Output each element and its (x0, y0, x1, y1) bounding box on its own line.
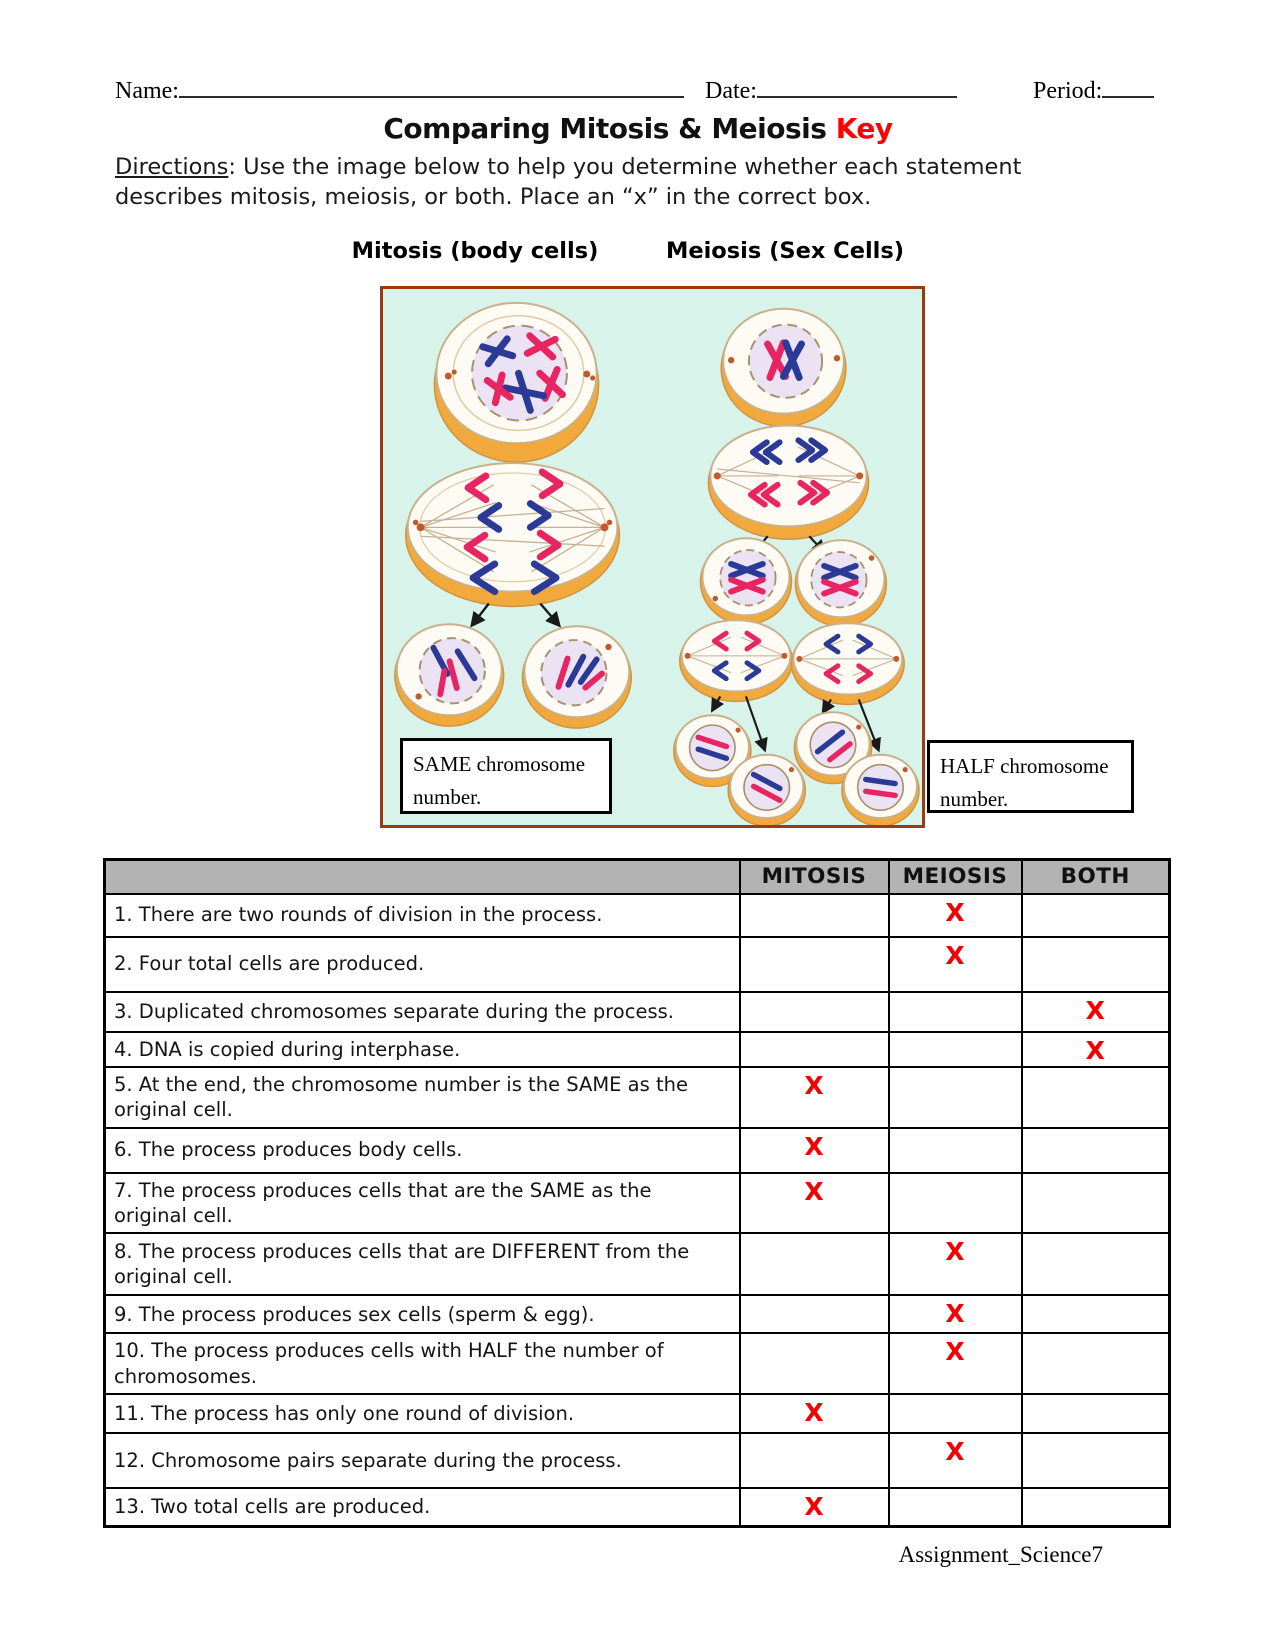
statement-cell: 9. The process produces sex cells (sperm & egg). (105, 1295, 740, 1333)
table-row (105, 1433, 1170, 1488)
meiosis1-daughter-cell-left (700, 538, 791, 624)
period-field-row (1033, 72, 1154, 105)
meiosis-answer-cell (889, 1333, 1022, 1394)
statement-cell: 11. The process has only one round of division. (105, 1394, 740, 1433)
meiosis-answer-cell (889, 894, 1022, 937)
meiosis-answer-cell (889, 1295, 1022, 1333)
meiosis-answer-cell (889, 937, 1022, 992)
mitosis-answer-cell (740, 1333, 889, 1394)
mitosis-answer-cell (740, 1173, 889, 1234)
x-mark: X (945, 1337, 965, 1367)
table-header-row (105, 860, 1170, 894)
period-label: Period: (1033, 78, 1103, 104)
both-answer-cell (1022, 1128, 1170, 1173)
x-mark: X (945, 897, 965, 927)
x-mark: X (804, 1397, 824, 1427)
both-answer-cell (1022, 937, 1170, 992)
date-label: Date: (705, 78, 757, 104)
meiosis-column-header: MEIOSIS (889, 860, 1022, 894)
x-mark: X (804, 1070, 824, 1100)
mitosis-answer-cell (740, 1233, 889, 1295)
both-answer-cell (1022, 992, 1170, 1032)
meiosis-answer-cell (889, 1128, 1022, 1173)
mitosis-answer-cell (740, 937, 889, 992)
x-mark: X (945, 1299, 965, 1329)
name-label: Name: (115, 78, 179, 104)
table-row (105, 992, 1170, 1032)
x-mark: X (804, 1176, 824, 1206)
both-answer-cell (1022, 1295, 1170, 1333)
statement-cell: 4. DNA is copied during interphase. (105, 1032, 740, 1067)
both-answer-cell (1022, 1433, 1170, 1488)
meiosis-answer-cell (889, 992, 1022, 1032)
statement-cell: 8. The process produces cells that are DIFFERENT from the original cell. (105, 1233, 740, 1295)
table-row (105, 894, 1170, 937)
table-row (105, 1295, 1170, 1333)
both-answer-cell (1022, 1067, 1170, 1128)
table-row (105, 937, 1170, 992)
statement-cell: 7. The process produces cells that are the SAME as the original cell. (105, 1173, 740, 1234)
both-answer-cell (1022, 1032, 1170, 1067)
mitosis-column-label: Mitosis (body cells) (351, 238, 599, 264)
meiosis-prophase-cell (721, 309, 846, 427)
gamete-cell-4 (842, 755, 919, 825)
x-mark: X (804, 1131, 824, 1161)
statement-cell: 12. Chromosome pairs separate during the process. (105, 1433, 740, 1488)
answers-table (103, 858, 1171, 1528)
statement-cell: 10. The process produces cells with HALF the number of chromosomes. (105, 1333, 740, 1394)
meiosis-answer-cell (889, 1032, 1022, 1067)
both-answer-cell (1022, 1173, 1170, 1234)
x-mark: X (945, 1436, 965, 1466)
table-row (105, 1233, 1170, 1295)
footer-text: Assignment_Science7 (898, 1542, 1103, 1567)
meiosis-answer-cell (889, 1067, 1022, 1128)
statement-cell: 3. Duplicated chromosomes separate during the process. (105, 992, 740, 1032)
statement-cell: 1. There are two rounds of division in the process. (105, 894, 740, 937)
page-title-main: Comparing Mitosis & Meiosis (383, 112, 836, 145)
statement-cell: 13. Two total cells are produced. (105, 1488, 740, 1527)
x-mark: X (1085, 1035, 1105, 1065)
directions-text (115, 153, 1105, 212)
mitosis-prophase-cell (434, 303, 598, 462)
both-answer-cell (1022, 1233, 1170, 1295)
date-blank-line (757, 72, 957, 98)
mitosis-answer-cell (740, 1128, 889, 1173)
page-title (118, 112, 1158, 145)
both-column-header: BOTH (1022, 860, 1170, 894)
date-field-row (705, 72, 957, 105)
table-row (105, 1128, 1170, 1173)
table-row (105, 1488, 1170, 1527)
x-mark: X (1085, 995, 1105, 1025)
mitosis-answer-cell (740, 1067, 889, 1128)
name-field-row (115, 72, 684, 105)
both-answer-cell (1022, 1488, 1170, 1527)
statement-cell: 5. At the end, the chromosome number is the SAME as the original cell. (105, 1067, 740, 1128)
half-chromosome-note: HALF chromosome number. (927, 740, 1134, 813)
meiosis-answer-cell (889, 1173, 1022, 1234)
mitosis-column-header: MITOSIS (740, 860, 889, 894)
mitosis-answer-cell (740, 1394, 889, 1433)
mitosis-answer-cell (740, 992, 889, 1032)
meiosis-answer-cell (889, 1233, 1022, 1295)
meiosis1-anaphase-cell (708, 425, 868, 539)
answers-table-body (105, 894, 1170, 1527)
mitosis-answer-cell (740, 1488, 889, 1527)
mitosis-answer-cell (740, 894, 889, 937)
both-answer-cell (1022, 1394, 1170, 1433)
mitosis-daughter-cell-left (395, 624, 504, 726)
mitosis-anaphase-cell (406, 463, 620, 606)
directions-label: Directions (115, 154, 229, 180)
table-row (105, 1394, 1170, 1433)
statement-column-header (105, 860, 740, 894)
meiosis2-spindle-left (680, 620, 793, 701)
meiosis-answer-cell (889, 1488, 1022, 1527)
table-row (105, 1032, 1170, 1067)
x-mark: X (945, 940, 965, 970)
period-blank-line (1102, 72, 1154, 98)
both-answer-cell (1022, 894, 1170, 937)
both-answer-cell (1022, 1333, 1170, 1394)
meiosis-column-label: Meiosis (Sex Cells) (665, 238, 905, 264)
mitosis-answer-cell (740, 1032, 889, 1067)
table-row (105, 1173, 1170, 1234)
meiosis-answer-cell (889, 1394, 1022, 1433)
table-row (105, 1067, 1170, 1128)
table-row (105, 1333, 1170, 1394)
x-mark: X (804, 1491, 824, 1521)
mitosis-answer-cell (740, 1295, 889, 1333)
gamete-cell-2 (728, 755, 805, 825)
meiosis-answer-cell (889, 1433, 1022, 1488)
mitosis-answer-cell (740, 1433, 889, 1488)
mitosis-daughter-cell-right (522, 626, 631, 728)
page-title-key: Key (835, 112, 893, 145)
x-mark: X (945, 1237, 965, 1267)
name-blank-line (179, 72, 684, 98)
meiosis2-spindle-right (791, 623, 904, 704)
same-chromosome-note: SAME chromosome number. (400, 738, 612, 814)
statement-cell: 2. Four total cells are produced. (105, 937, 740, 992)
directions-body: : Use the image below to help you determine whether each statement describes mitosis, meiosis, or both. Place an “x” in the correct box. (115, 154, 1022, 210)
meiosis1-daughter-cell-right (795, 540, 886, 626)
statement-cell: 6. The process produces body cells. (105, 1128, 740, 1173)
